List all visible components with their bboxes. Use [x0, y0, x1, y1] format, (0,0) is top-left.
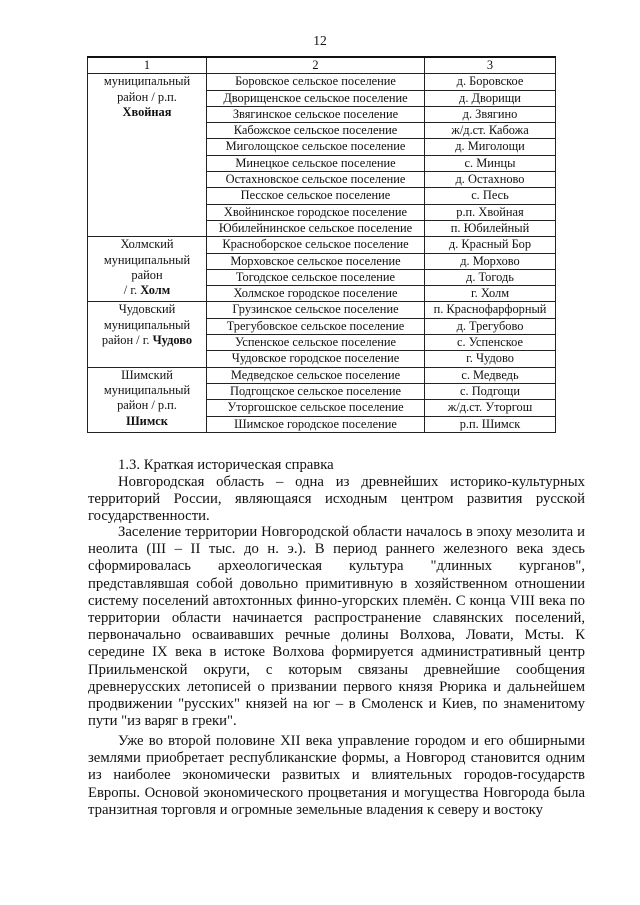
- settlement-cell: Красноборское сельское поселение: [207, 237, 425, 253]
- section-heading: [88, 457, 585, 474]
- center-cell: г. Чудово: [425, 351, 556, 367]
- center-cell: д. Морхово: [425, 253, 556, 269]
- settlement-cell: Остахновское сельское поселение: [207, 172, 425, 188]
- district-cell: [88, 237, 207, 302]
- district-line: район: [131, 267, 163, 282]
- center-cell: д. Красный Бор: [425, 237, 556, 253]
- district-line: Холмский: [120, 237, 174, 252]
- table-header-row: [88, 57, 556, 74]
- table-header-cell: 3: [425, 57, 556, 74]
- center-cell: с. Песь: [425, 188, 556, 204]
- settlement-cell: Боровское сельское поселение: [207, 74, 425, 90]
- district-line: Чудовский: [118, 302, 176, 317]
- paragraph-text: Новгородская область – одна из древнейших историко-культурных территорий России, являющаяся исходным центром развития русской государственности.: [88, 474, 585, 525]
- section-heading-text: 1.3. Краткая историческая справка: [118, 457, 334, 473]
- center-cell: г. Холм: [425, 286, 556, 302]
- center-cell: ж/д.ст. Уторгош: [425, 400, 556, 416]
- district-line: муниципальный: [103, 382, 191, 397]
- settlement-cell: Кабожское сельское поселение: [207, 123, 425, 139]
- district-line: муниципальный: [103, 317, 191, 332]
- center-cell: с. Успенское: [425, 335, 556, 351]
- paragraph: [88, 474, 585, 526]
- center-cell: д. Звягино: [425, 106, 556, 122]
- district-line: Шимский: [121, 367, 173, 382]
- table-row: [88, 302, 556, 318]
- district-line: муниципальный: [103, 74, 191, 89]
- center-cell: р.п. Хвойная: [425, 204, 556, 220]
- settlement-cell: Дворищенское сельское поселение: [207, 90, 425, 106]
- center-cell: д. Тогодь: [425, 269, 556, 285]
- settlement-cell: Подгощское сельское поселение: [207, 383, 425, 399]
- settlement-cell: Успенское сельское поселение: [207, 335, 425, 351]
- table-header-cell: 1: [88, 57, 207, 74]
- table-header-cell: 2: [207, 57, 425, 74]
- center-cell: с. Медведь: [425, 367, 556, 383]
- center-cell: д. Трегубово: [425, 318, 556, 334]
- paragraph-text: Заселение территории Новгородской области началось в эпоху мезолита и неолита (III – II тыс. до н. э.). В период раннего железного века здесь сформировалась археологическая культура "длинных курганов", представлявшая собой довольно примитивную в хозяйственном отношении систему поселений автохтонных финно-угорских племён. С конца VIII века по территории области начинается распространение славянских поселений, первоначально осваивавших речные долины Волхова, Ловати, Мсты. К середине IX века в истоке Волхова формируется административный центр Приильменской округи, с которым связаны древнейшие сообщения древнерусских летописей о призвании первого князя Рюрика и дальнейшем продвижении "русских" князей на юг – в Смоленск и Киев, по знаменитому пути "из варяг в греки".: [88, 524, 585, 730]
- center-cell: д. Миголощи: [425, 139, 556, 155]
- center-cell: д. Остахново: [425, 172, 556, 188]
- district-center: Чудово: [152, 333, 193, 348]
- settlement-cell: Уторгошское сельское поселение: [207, 400, 425, 416]
- center-cell: р.п. Шимск: [425, 416, 556, 432]
- paragraph: [88, 733, 585, 819]
- settlement-cell: Грузинское сельское поселение: [207, 302, 425, 318]
- district-cell: [88, 367, 207, 432]
- district-cell: [88, 74, 207, 237]
- paragraph: [88, 524, 585, 730]
- settlement-cell: Шимское городское поселение: [207, 416, 425, 432]
- settlement-cell: Песское сельское поселение: [207, 188, 425, 204]
- district-center: Холм: [140, 283, 171, 298]
- page-number: 12: [313, 33, 327, 48]
- center-cell: п. Юбилейный: [425, 220, 556, 236]
- district-line: район / р.п.: [117, 89, 177, 104]
- paragraph-text: Уже во второй половине XII века управление городом и его обширными землями приобретает республиканские формы, а Новгород становится одним из наиболее экономически развитых и влиятельных городов-государств Европы. Основой экономического процветания и могущества Новгорода была транзитная торговля и огромные земельные владения к северу и востоку: [88, 733, 585, 818]
- district-center: Хвойная: [122, 104, 172, 119]
- table-row: [88, 74, 556, 90]
- center-cell: д. Боровское: [425, 74, 556, 90]
- settlement-cell: Трегубовское сельское поселение: [207, 318, 425, 334]
- settlements-table: [87, 56, 556, 433]
- settlement-cell: Минецкое сельское поселение: [207, 155, 425, 171]
- settlement-cell: Звягинское сельское поселение: [207, 106, 425, 122]
- district-line: район / г.: [101, 333, 153, 348]
- settlement-cell: Хвойнинское городское поселение: [207, 204, 425, 220]
- district-cell: [88, 302, 207, 367]
- settlement-cell: Морховское сельское поселение: [207, 253, 425, 269]
- settlement-cell: Миголощское сельское поселение: [207, 139, 425, 155]
- center-cell: с. Подгощи: [425, 383, 556, 399]
- table-row: [88, 367, 556, 383]
- center-cell: с. Минцы: [425, 155, 556, 171]
- settlement-cell: Холмское городское поселение: [207, 286, 425, 302]
- center-cell: д. Дворищи: [425, 90, 556, 106]
- settlement-cell: Юбилейнинское сельское поселение: [207, 220, 425, 236]
- district-line: район / р.п.: [117, 398, 177, 413]
- district-line: / г.: [123, 283, 141, 298]
- center-cell: ж/д.ст. Кабожа: [425, 123, 556, 139]
- district-line: муниципальный: [103, 252, 191, 267]
- table-row: [88, 237, 556, 253]
- settlement-cell: Тогодское сельское поселение: [207, 269, 425, 285]
- settlement-cell: Медведское сельское поселение: [207, 367, 425, 383]
- district-center: Шимск: [126, 413, 168, 428]
- center-cell: п. Краснофарфорный: [425, 302, 556, 318]
- settlement-cell: Чудовское городское поселение: [207, 351, 425, 367]
